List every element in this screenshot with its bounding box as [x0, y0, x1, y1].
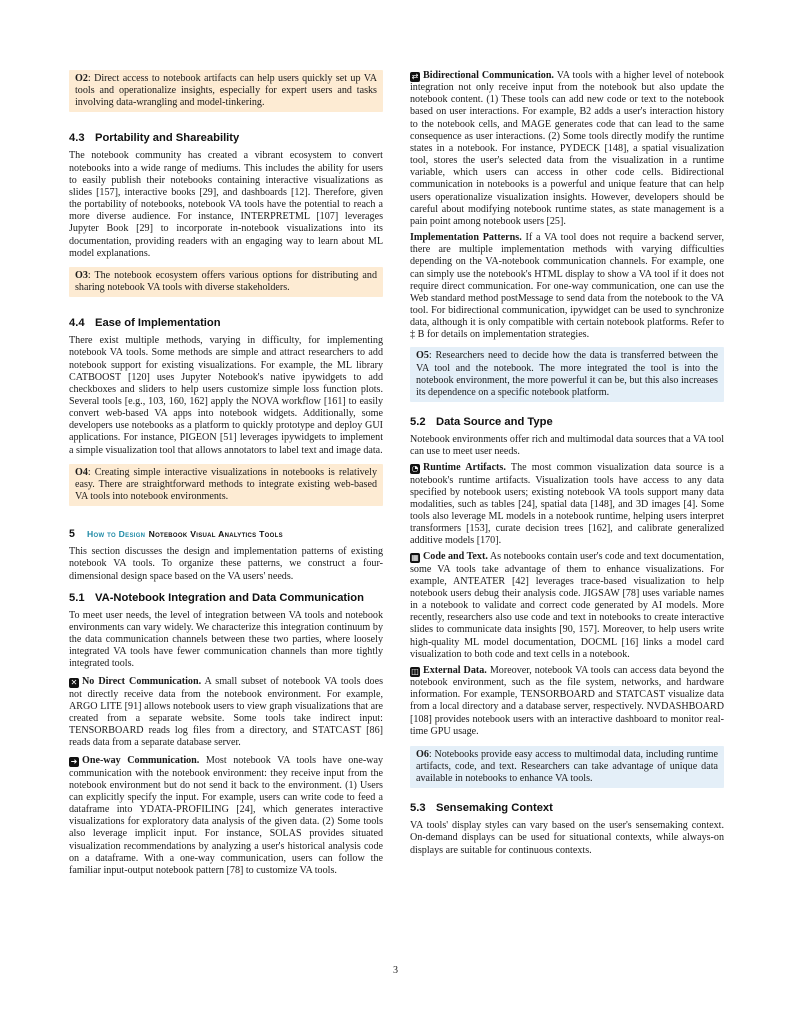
runtime-artifacts-paragraph: ◔ Runtime Artifacts. The most common visualization data source is a notebook's runtime artifacts. Visualization tools have access to any data specified by notebook users; existing notebook VA tools support many data modalities, such as tables [24], spatial data [148], and 3D images [4]. Some tools also leverage ML models in a notebook runtime, helping users interpret transformers [153], curate decision trees [162], and calibrate generalized additive models [170].: [410, 462, 724, 547]
section-4-4-heading: 4.4 Ease of Implementation: [69, 317, 221, 330]
section-4-3-text: The notebook community has created a vibrant ecosystem to convert notebooks into a wide range of mediums. This includes the ability for users to easily publish their notebooks containing interactive visualizations as slides [157], interactive books [29], and dashboards [12]. Therefore, given the portability of notebooks, notebook VA tools have the potential to reach a more diverse audience. For instance, INTERPRETML [107] leverages Jupyter Book [29] to incorporate in-notebook visualizations into its documentation, providing readers with an engaging way to learn about ML model explanations.: [69, 150, 383, 259]
no-direct-communication-paragraph: ✕ No Direct Communication. A small subset of notebook VA tools does not directly receive data from the notebook environment. For example, ARGO LITE [91] allows notebook users to view graph visualizations that are created from a separate website. Some tools take indirect input: TENSORBOARD reads log files from a directory, and STATCAST [86] reads data from a separate database server.: [69, 676, 383, 749]
external-data-paragraph: ◫ External Data. Moreover, notebook VA tools can access data beyond the notebook environment, such as the file system, networks, and hardware information. For example, TENSORBOARD and STATCAST visualize data from a local directory and a database server, respectively. NVDASHBOARD [108] provides notebook users with an interactive dashboard to monitor real-time GPU usage.: [410, 664, 724, 737]
observation-o3-box: [69, 267, 383, 297]
section-5-text: This section discusses the design and implementation patterns of existing notebook VA tools. To organize these patterns, we construct a four-dimensional design space based on the VA users' needs.: [69, 546, 383, 582]
section-5-2-heading: 5.2 Data Source and Type: [410, 416, 553, 429]
section-5-1-text: To meet user needs, the level of integration between VA tools and notebook environments can vary widely. We characterize this integration continuum by the data communication channels between these two parties, where loosely integrated VA tools have fewer communication channels than more tightly integrated tools.: [69, 609, 383, 670]
o3-text: : The notebook ecosystem offers various options for distributing and sharing notebook VA tools with diverse stakeholders.: [75, 269, 377, 294]
section-5-heading: 5 How to Design Notebook Visual Analytics Tools: [69, 528, 283, 541]
section-5-2-text: Notebook environments offer rich and multimodal data sources that a VA tool can use to meet user needs.: [410, 434, 724, 458]
o2-label: O2: [75, 73, 88, 84]
o5-label: O5: [416, 350, 429, 362]
database-icon: ◫: [411, 666, 419, 676]
right-column: [410, 70, 724, 857]
section-4-3-heading: 4.3 Portability and Shareability: [69, 132, 240, 145]
section-4-4-text: There exist multiple methods, varying in difficulty, for implementing notebook VA tools. Some methods are simple and attract researchers to add notebook support for existing visualizations. For example, the ML library CATBOOST [120] uses Jupyter Notebook's native ipywidgets to add checkboxes and sliders to help users customize simple loss function plots. Several tools [e.g., 103, 160, 162] apply the NOVA workflow [161] to easily convert web-based VA apps into notebook widgets. Additionally, some developers use notebooks as a platform to quickly prototype and deploy GUI applications. For instance, PIGEON [51] leverages ipywidgets to implement a simple visualization tool that allows annotators to label text and image data.: [69, 335, 383, 456]
code-grid-icon: ▦: [411, 553, 419, 563]
o4-text: : Creating simple interactive visualizations in notebooks is relatively easy. There are straightforward methods to integrate existing web-based VA tools into notebook environments.: [75, 466, 377, 503]
o2-text: : Direct access to notebook artifacts can help users quickly set up VA tools and operationalize insights, especially for expert users and tasks involving data-wrangling and model-tinkering.: [75, 73, 377, 109]
x-box-icon: ✕: [70, 678, 78, 688]
observation-o4-box: [69, 464, 383, 506]
o3-label: O3: [75, 269, 88, 281]
o6-label: O6: [416, 748, 429, 760]
observation-o2-box: [69, 70, 383, 112]
code-and-text-paragraph: ▦ Code and Text. As notebooks contain user's code and text documentation, some VA tools take advantage of them to enhance visualizations. For example, ANTEATER [42] leverages trace-based visualization to help notebook users debug their analysis code. JIGSAW [78] uses variable names in a notebook to validate and correct code generated by AI models. More recently, researchers also use code and text in notebooks to create interactive slides to communicate data insights [90, 157]. Moreover, to help users write high-quality ML model documentation, DOCML [16] links a model card visualization to both code and text cells in a notebook.: [410, 551, 724, 660]
bidirectional-arrows-icon: ⇄: [411, 72, 419, 81]
one-way-communication-paragraph: ➜ One-way Communication. Most notebook VA tools have one-way communication with the notebook environment: they receive input from the notebook environment but do not send it back to the environment. (1) Users can explicitly specify the input. For example, users can write code to feed a dataframe into YDATA-PROFILING [24], which generates interactive visualizations for exploratory data analysis of the given data. (2) Some tools also leverage implicit input. For instance, SOLAS provides situated visualization recommendations by analyzing a user's historical analysis code on a dataframe. With a one-way communication, users can follow the familiar input-output notebook pattern [78] to customize VA tools.: [69, 755, 384, 876]
bidirectional-communication-paragraph: ⇄ Bidirectional Communication. VA tools with a higher level of notebook integration not only receive input from the notebook but also update the notebook content. (1) These tools can add new code or text to the notebook based on user interactions. For example, B2 adds a user's interaction history to the notebook cells, and MAGE generates code that can lead to the same consequence as user interactions. (2) Some tools directly modify the runtime states in a notebook. For instance, PYDECK [148], a spatial visualization tool, stores the user's selected data from the visualization in a runtime variable, which users can access in other code cells. Bidirectional communication in notebooks is a powerful and unique feature that can help users operationalize visualization insights. However, developers should be careful about modifying notebook runtime states, as state management is a pain point among notebook users [25].: [410, 70, 724, 227]
o6-text: : Notebooks provide easy access to multimodal data, including runtime artifacts, code, and text. Researchers can take advantage of unique data available in notebooks to enhance VA tools.: [416, 748, 718, 785]
arrow-right-box-icon: ➜: [70, 757, 78, 767]
left-column: [69, 70, 383, 877]
implementation-patterns-paragraph: Implementation Patterns. If a VA tool does not require a backend server, there are multiple implementation methods with varying difficulties depending on the VA-notebook communication channels. For example, one can simply use the notebook's HTML display to show a VA tool if it does not require direct communication. For one-way communication, one can use the Web standard method postMessage to send data from the notebook to the VA tool. For bidirectional communication, ipywidget can be used to synchronize data, although it is only compatible with certain notebook platforms. Refer to ‡ B for details on implementation strategies.: [410, 232, 724, 341]
o5-text: : Researchers need to decide how the data is transferred between the VA tool and the notebook. The more integrated the tool is into the notebook environment, the more powerful it can be, but this also increases its dependence on a specific notebook platform.: [416, 350, 718, 398]
observation-o6-box: [410, 746, 724, 788]
section-5-3-text: VA tools' display styles can vary based on the user's sensemaking context. On-demand displays can be used for situational contexts, while always-on displays are suitable for continuous contexts.: [410, 820, 724, 856]
section-5-3-heading: 5.3 Sensemaking Context: [410, 802, 553, 815]
section-5-1-heading: 5.1 VA-Notebook Integration and Data Communication: [69, 591, 364, 604]
page-number: 3: [393, 965, 398, 976]
observation-o5-box: [410, 347, 724, 402]
runtime-gauge-icon: ◔: [411, 464, 419, 474]
o4-label: O4: [75, 466, 88, 478]
